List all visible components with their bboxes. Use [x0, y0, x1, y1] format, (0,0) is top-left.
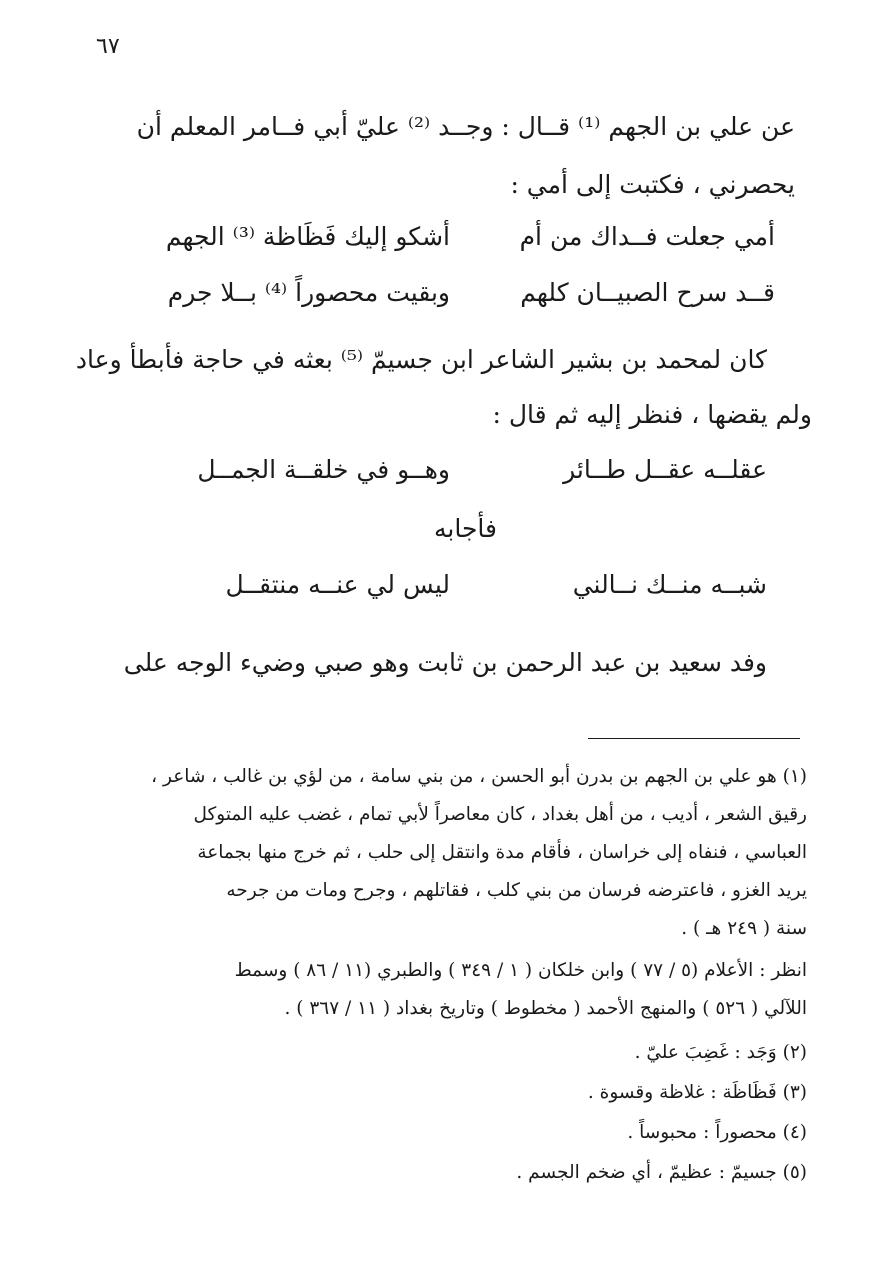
footnote-1-line-5: سنة ( ٢٤٩ هـ ) . [681, 918, 807, 939]
poem-1-verse-1-second-hemistich: أشكو إليك فَظَاظة ⁽³⁾ الجهم [165, 222, 450, 251]
poem-2-second-hemistich: وهــو في خلقــة الجمــل [197, 455, 450, 484]
poem-1-verse-1-first-hemistich: أمي جعلت فــداك من أم [519, 222, 775, 251]
footnote-5: (٥) جسيمّ : عظيمّ ، أي ضخم الجسم . [516, 1162, 807, 1183]
poem-2-verse [0, 455, 895, 495]
poem-1-verse-2 [0, 278, 895, 318]
footnote-1-line-1: (١) هو علي بن الجهم بن بدرن أبو الحسن ، من بني سامة ، من لؤي بن غالب ، شاعر ، [151, 766, 807, 787]
paragraph-2-line-1: كان لمحمد بن بشير الشاعر ابن جسيمّ ⁽⁵⁾ بعثه في حاجة فأبطأ وعاد [75, 345, 767, 374]
footnote-1-line-4: يريد الغزو ، فاعترضه فرسان من بني كلب ، فقاتلهم ، وجرح ومات من جرحه [226, 880, 807, 901]
footnote-separator [588, 738, 800, 739]
footnote-1-line-2: رقيق الشعر ، أديب ، من أهل بغداد ، كان معاصراً لأبي تمام ، غضب عليه المتوكل [193, 804, 807, 825]
footnote-1-line-3: العباسي ، فنفاه إلى خراسان ، فأقام مدة وانتقل إلى حلب ، ثم خرج منها بجماعة [197, 842, 807, 863]
paragraph-3-line-1: وفد سعيد بن عبد الرحمن بن ثابت وهو صبي وضيء الوجه على [123, 648, 767, 677]
reply-heading: فأجابه [433, 514, 497, 543]
poem-2-first-hemistich: عقلــه عقــل طــائر [563, 455, 767, 484]
paragraph-1-line-2: يحصرني ، فكتبت إلى أمي : [510, 170, 795, 199]
poem-1-verse-2-first-hemistich: قــد سرح الصبيــان كلهم [520, 278, 775, 307]
paragraph-2-line-2: ولم يقضها ، فنظر إليه ثم قال : [492, 400, 812, 429]
footnote-3: (٣) فَظَاظَة : غلاظة وقسوة . [587, 1082, 807, 1103]
poem-3-verse [0, 570, 895, 610]
footnote-sources-line-1: انظر : الأعلام (٥ / ٧٧ ) وابن خلكان ( ١ / ٣٤٩ ) والطبري (١١ / ٨٦ ) وسمط [234, 960, 807, 981]
footnote-4: (٤) محصوراً : محبوساً . [627, 1122, 807, 1143]
poem-3-second-hemistich: ليس لي عنــه منتقــل [225, 570, 450, 599]
footnote-sources-line-2: اللآلي ( ٥٢٦ ) والمنهج الأحمد ( مخطوط ) وتاريخ بغداد ( ١١ / ٣٦٧ ) . [284, 998, 807, 1019]
footnote-2: (٢) وَجَد : غَضِبَ عليّ . [634, 1042, 807, 1063]
poem-3-first-hemistich: شبــه منــك نــالني [572, 570, 767, 599]
paragraph-1-line-1: عن علي بن الجهم ⁽¹⁾ قــال : وجــد ⁽²⁾ عليّ أبي فــامر المعلم أن [136, 112, 795, 141]
poem-1-verse-1 [0, 222, 895, 262]
poem-1-verse-2-second-hemistich: وبقيت محصوراً ⁽⁴⁾ بــلا جرم [167, 278, 450, 307]
page-number: ٦٧ [96, 34, 120, 59]
